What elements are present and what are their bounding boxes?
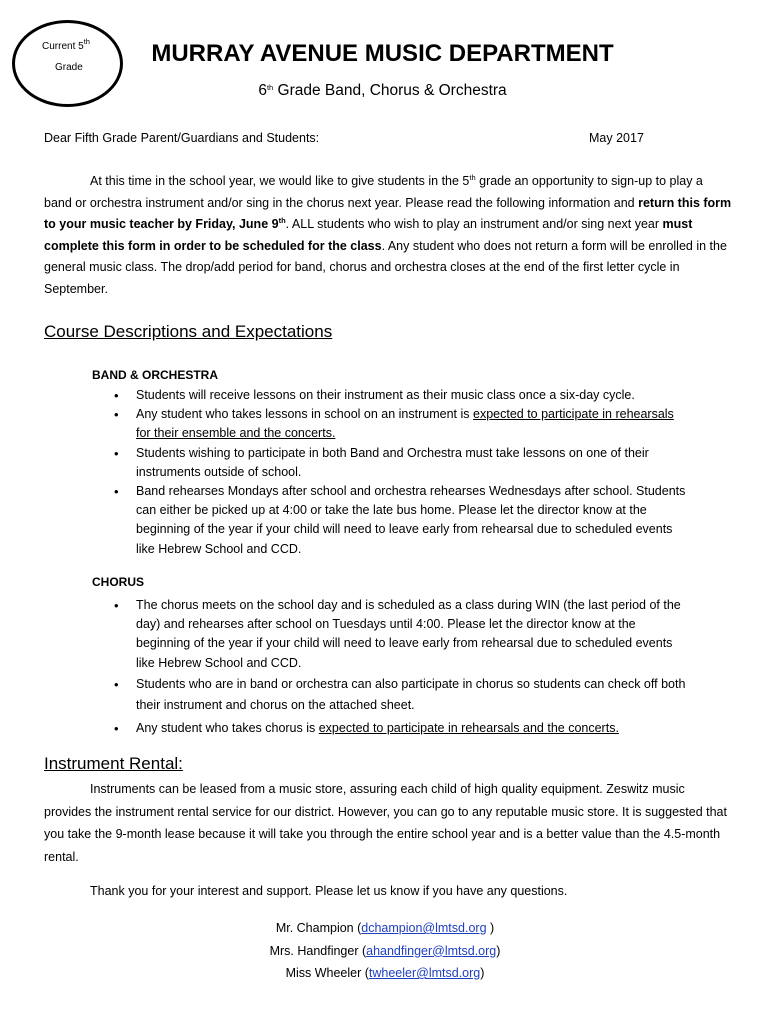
section-heading-instrument-rental: Instrument Rental: xyxy=(44,754,183,773)
contact-line: Mr. Champion (dchampion@lmtsd.org ) xyxy=(275,921,495,935)
list-item: • Any student who takes chorus is expected to participate in rehearsals and the concerts. xyxy=(92,718,690,740)
contact-line: Miss Wheeler (twheeler@lmtsd.org) xyxy=(285,966,485,980)
email-link[interactable]: dchampion@lmtsd.org xyxy=(361,921,487,935)
email-link[interactable]: ahandfinger@lmtsd.org xyxy=(366,943,497,958)
letter-date: May 2017 xyxy=(589,131,644,145)
band-orchestra-list xyxy=(92,386,690,559)
document-title: MURRAY AVENUE MUSIC DEPARTMENT xyxy=(151,40,614,67)
contact-list xyxy=(100,917,670,985)
list-item: • Any student who takes lessons in school on an instrument is expected to participate in rehearsals for their ensemble and the concerts. xyxy=(92,405,690,443)
closing-line: Thank you for your interest and support. Please let us know if you have any questions. xyxy=(90,884,568,898)
list-item: • Students will receive lessons on their instrument as their music class once a six-day cycle. xyxy=(92,386,690,405)
chorus-heading: CHORUS xyxy=(92,575,145,589)
badge-text-grade: Grade xyxy=(55,62,83,73)
list-item: • The chorus meets on the school day and is scheduled as a class during WIN (the last period of the day) and rehearses after school on Tuesdays until 4:00. Please let the director know at the beginning of the year if your child will need to leave early from rehearsal due to scheduled events like Hebrew School and CCD. xyxy=(92,596,690,673)
email-link[interactable]: twheeler@lmtsd.org xyxy=(368,966,481,980)
section-heading-course-descriptions: Course Descriptions and Expectations xyxy=(44,322,333,341)
contact-line: Mrs. Handfinger (ahandfinger@lmtsd.org) xyxy=(269,943,501,958)
list-item: • Band rehearses Mondays after school and orchestra rehearses Wednesdays after school. Students can either be picked up at 4:00 or take the late bus home. Please let the director know at the beginning of the year if your child will need to leave early from rehearsal due to scheduled events like Hebrew School and CCD. xyxy=(92,482,690,559)
intro-paragraph: At this time in the school year, we would like to give students in the 5th grade an opportunity to sign-up to play a band or orchestra instrument and/or sing in the chorus next year. Please read the following information and return this form to your music teacher by Friday, June 9th. ALL students who wish to play an instrument and/or sing next year must complete this form in order to be scheduled for the class. Any student who does not return a form will be enrolled in the general music class. The drop/add period for band, chorus and orchestra closes at the end of the first letter cycle in September. xyxy=(44,173,732,296)
list-item: • Students who are in band or orchestra can also participate in chorus so students can check off both their instrument and chorus on the attached sheet. xyxy=(92,674,690,717)
salutation: Dear Fifth Grade Parent/Guardians and Students: xyxy=(44,131,320,145)
rental-paragraph: Instruments can be leased from a music store, assuring each child of high quality equipment. Zeswitz music provides the instrument rental service for our district. However, you can go to any reputable music store. It is suggested that you take the 9-month lease because it will take you through the entire school year and is a better value than the 4.5-month rental. xyxy=(44,782,727,864)
list-item: • Students wishing to participate in both Band and Orchestra must take lessons on one of their instruments outside of school. xyxy=(92,444,690,482)
badge-text-current: Current 5th xyxy=(42,37,90,52)
chorus-list xyxy=(92,596,690,739)
document-subtitle: 6th Grade Band, Chorus & Orchestra xyxy=(258,82,507,99)
band-orchestra-heading: BAND & ORCHESTRA xyxy=(92,368,218,382)
